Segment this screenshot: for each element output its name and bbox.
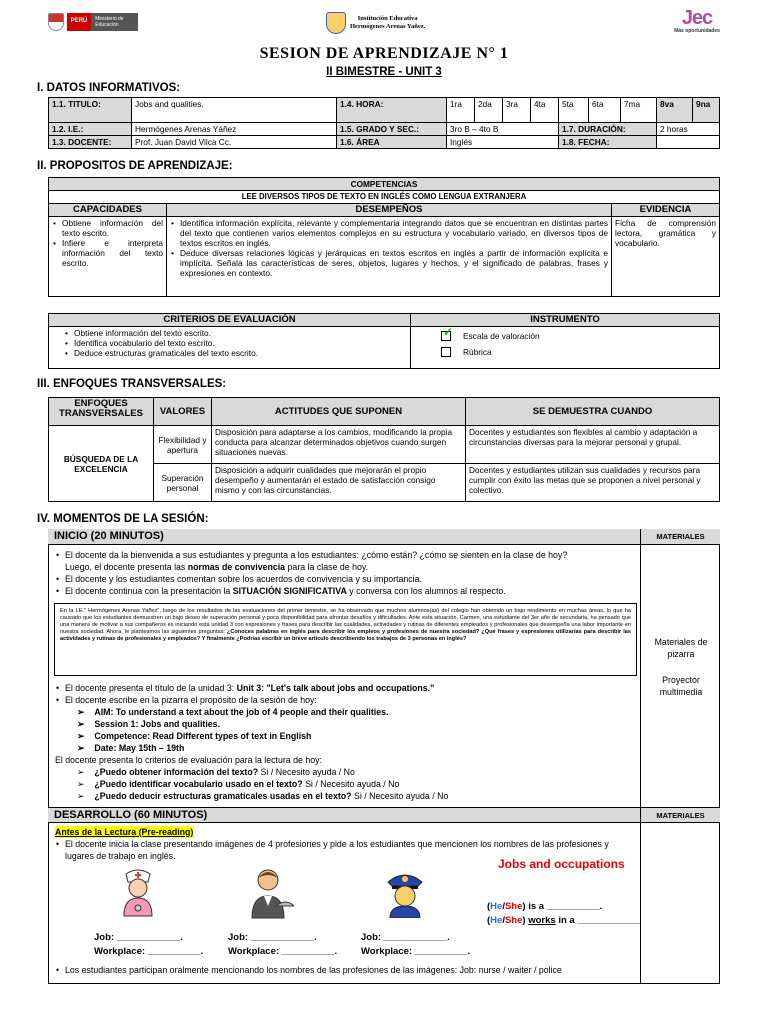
criterio-item: ➢ ¿Puedo obtener información del texto? Si / Necesito ayuda / No (77, 767, 355, 777)
job-fields-2[interactable]: Job: ____________. Workplace: __________. (228, 932, 338, 957)
sentence-frames: (He/She) is a __________. (He/She) works in a ____________ (487, 901, 641, 926)
datos-table: 1.1. TITULO: Jobs and qualities. 1.4. HORA: 1ra 2da 3ra 4ta 5ta 6ta 7ma 8va 9na 1.2. I.E.: Hermógenes Arenas Yáñez 1.5. GRADO Y SEC.: 3ro B – 4to B 1.7. DURACIÓN: 2 horas 1.3. DOCENTE: Prof. Juan David Vilca Cc. 1.6. ÁREA Inglés 1.8. FECHA: (48, 97, 720, 149)
waiter-icon (248, 866, 294, 922)
section-4-heading: IV. MOMENTOS DE LA SESIÓN: (37, 513, 209, 525)
nurse-icon (116, 866, 160, 922)
aim-item: ➢ Session 1: Jobs and qualities. (77, 719, 221, 729)
inicio-header: INICIO (20 MINUTOS) (48, 529, 640, 545)
police-icon (380, 868, 430, 918)
job-fields-1[interactable]: Job: ____________. Workplace: __________. (94, 932, 204, 957)
aim-item: ➢ Competence: Read Different types of text in English (77, 731, 312, 741)
page-title: SESION DE APRENDIZAJE N° 1 (259, 45, 509, 62)
desarrollo-last: • Los estudiantes participan oralmente mencionando los nombres de las profesiones de las imágenes: Job: nurse / waiter / police (55, 964, 635, 976)
peru-ministry-logo: PERÚ Ministerio de Educación (48, 12, 138, 32)
enfoques-table: ENFOQUES TRANSVERSALES VALORES ACTITUDES QUE SUPONEN SE DEMUESTRA CUANDO BÚSQUEDA DE LA EXCELENCIA Flexibilidad y apertura Disposición para adaptarse a los cambios, modificando la propia conducta para alcanzar determinados objetivos cuando surgen situaciones nuevas. Docentes y estudiantes son flexibles al cambio y adaptación a circunstancias diversas para la mejorar personal y grupal. Superación personal Disposición a adquirir cualidades que mejorarán el propio desempeño y aumentarán el estado de satisfacción consigo mismo y con las circunstancias. Docentes y estudiantes utilizan sus cualidades y recursos para cumplir con éxito las metas que se proponen a nivel personal y colectivo. (48, 397, 720, 502)
criterio-item: ➢ ¿Puedo deducir estructuras gramaticales usadas en el texto? Si / Necesito ayuda / No (77, 791, 449, 801)
checked-checkbox-icon[interactable]: ✓ (443, 325, 454, 339)
school-crest-icon (326, 12, 346, 34)
section-3-heading: III. ENFOQUES TRANSVERSALES: (37, 378, 227, 390)
materiales-list: Materiales de pizarra Proyector multimedia (654, 637, 708, 697)
jobs-title: Jobs and occupations (498, 857, 625, 871)
section-1-heading: I. DATOS INFORMATIVOS: (37, 82, 181, 94)
materiales-header-2: MATERIALES (641, 807, 720, 823)
desarrollo-content: Antes de la Lectura (Pre-reading) • El docente inicia la clase presentando imágenes de 4 profesiones y pide a los estudiantes que mencionen los nombres de las profesiones y lugares de trabajo en inglés. (55, 826, 635, 862)
desarrollo-header: DESARROLLO (60 MINUTOS) (48, 807, 640, 823)
page-header (0, 0, 768, 46)
section-2-heading: II. PROPOSITOS DE APRENDIZAJE: (37, 160, 233, 172)
propositos-table: COMPETENCIAS LEE DIVERSOS TIPOS DE TEXTO EN INGLÉS COMO LENGUA EXTRANJERA CAPACIDADES DESEMPEÑOS EVIDENCIA • Obtiene información del texto escrito. • Infiere e interpreta información del texto escrito. • Identifica información explícita, relevante y complementaria integrando datos que se encuentran en distintas partes del texto que contienen varios elementos complejos en su estructura y vocabulario variado, en diversos tipos de textos escritos en inglés. • Deduce diversas relaciones lógicas y jerárquicas en textos escritos en inglés a partir de información explícita e implícita. Señala las características de seres, objetos, lugares y hechos, y el significado de palabras, frases y expresiones en contexto. Ficha de comprensión lectora, gramática y vocabulario. (48, 177, 720, 297)
job-fields-3[interactable]: Job: ____________. Workplace: __________. (361, 932, 471, 957)
aim-item: ➢ AIM: To understand a text about the job of 4 people and their qualities. (77, 707, 389, 717)
school-logo: Institución Educativa Hermógenes Arenas Yañez. (326, 12, 456, 34)
inicio-content-2: • El docente presenta el título de la unidad 3: Unit 3: "Let's talk about jobs and occupations." • El docente escribe en la pizarra el propósito de la sesión de hoy: ➢ AIM: To understand a text about the job of 4 people and their qualities. ➢ Session 1: Jobs and qualities. ➢ Competence: Read Different types of text in English ➢ Date: May 15th – 19th El docente presenta lo criterios de evaluación para la lectura de hoy: ➢ ¿Puedo obtener información del texto? Si / Necesito ayuda / No ➢ ¿Puedo identificar vocabulario usado en el texto? Si / Necesito ayuda / No ➢ ¿Puedo deducir estructuras gramaticales usadas en el texto? Si / Necesito ayuda / No (55, 682, 635, 802)
checkbox-icon[interactable] (441, 347, 451, 357)
materiales-header: MATERIALES (641, 529, 720, 545)
peru-shield-icon (48, 13, 64, 31)
page-subtitle: II BIMESTRE - UNIT 3 (326, 66, 442, 78)
inicio-content: • El docente da la bienvenida a sus estudiantes y pregunta a los estudiantes: ¿cómo están? ¿cómo se sienten en la clase de hoy? Luego, el docente presenta las normas de convivencia para la clase de hoy. • El docente y los estudiantes comentan sobre los acuerdos de convivencia y su importancia. • El docente continua con la presentación la SITUACIÓN SIGNIFICATIVA y conversa con los alumnos al respecto. (55, 549, 635, 597)
criterios-table: CRITERIOS DE EVALUACIÓN INSTRUMENTO • Obtiene información del texto escrito. • Identifica vocabulario del texto escrito. • Deduce estructuras gramaticales del texto escrito. ✓ Escala de valoración Rúbrica (48, 313, 720, 369)
aim-item: ➢ Date: May 15th – 19th (77, 743, 185, 753)
situacion-significativa-box: En la I.E." Hermógenes Arenas Yañez", luego de los resultados de las evaluaciones del primer bimestre, se ha observado que muchos alumnos(as) del colegio han obtenido un bajo rendimiento en muchas áreas, lo que ha causado que los estudiantes demuestren un bajo deseo de superación personal y poca disponibilidad para afrontar desafíos y dificultades. Ante esta situación, Carmen, una estudiante del 3er año de secundaria, ha pensado que una manera de motivar a sus compañeros es iniciando esta unidad 3 con expresiones y frases para describir las cualidades, actividades y rutinas de diferentes empleados y profesionales que desempeña una labor importante en nuestra sociedad. Ahora, le planteamos las siguientes preguntas: ¿Conoces palabras en inglés para describir los empleos y profesiones de nuestra sociedad? ¿Qué frases y expresiones utilizarías para describir las actividades y rutinas de profesionales y empleados? Y finalmente ¿Podrías escribir un breve articulo describiendo los trabajos de 3 personas en inglés? (54, 603, 637, 676)
criterio-item: ➢ ¿Puedo identificar vocabulario usado en el texto? Si / Necesito ayuda / No (77, 779, 400, 789)
jec-logo: Jec Más oportunidades (674, 7, 720, 34)
